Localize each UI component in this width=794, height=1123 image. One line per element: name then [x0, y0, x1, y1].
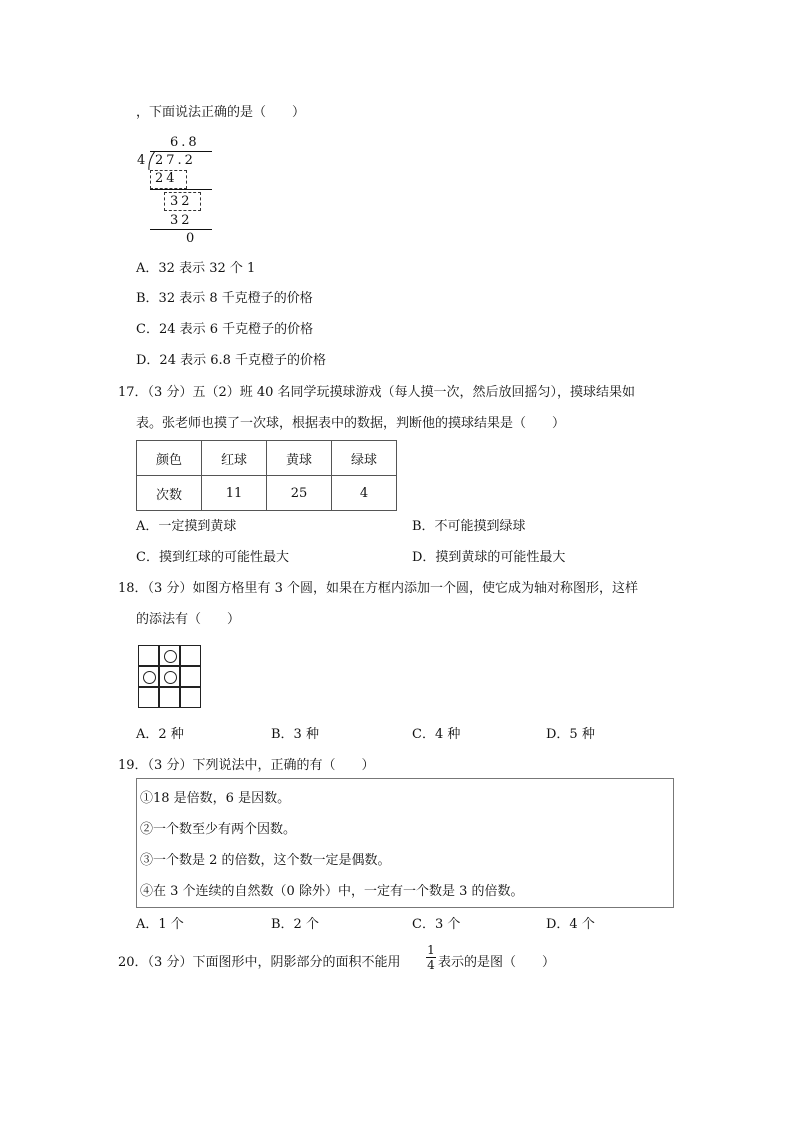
fraction-one-quarter — [426, 944, 436, 971]
q17-stem-line1: 17．（3 分）五（2）班 40 名同学玩摸球游戏（每人摸一次，然后放回摇匀），摸球结果如 — [118, 385, 636, 400]
grid-cell — [180, 666, 201, 687]
table-cell: 黄球 — [267, 441, 332, 476]
q17-option-d[interactable]: D．摸到黄球的可能性最大 — [412, 550, 566, 565]
division-divisor: 4 — [137, 153, 149, 168]
q17-stem-line2: 表。张老师也摸了一次球，根据表中的数据，判断他的摸球结果是（ ） — [136, 416, 566, 431]
q18-stem-line2: 的添法有（ ） — [136, 612, 241, 627]
long-division — [136, 132, 216, 247]
table-row-header — [137, 441, 397, 476]
grid-cell — [159, 645, 180, 666]
division-remainder: 0 — [186, 231, 198, 246]
division-dividend: 27.2 — [155, 153, 196, 168]
q18-option-d[interactable]: D．5 种 — [546, 727, 595, 742]
division-step1: 24 — [155, 171, 178, 186]
color-count-table — [136, 440, 397, 511]
grid-cell — [138, 666, 159, 687]
fraction-denominator: 4 — [427, 958, 435, 972]
grid-cell — [180, 687, 201, 708]
q19-option-b[interactable]: B．2 个 — [271, 917, 319, 932]
q19-option-a[interactable]: A．1 个 — [136, 917, 184, 932]
q17-option-c[interactable]: C．摸到红球的可能性最大 — [136, 550, 289, 565]
fraction-numerator: 1 — [427, 943, 435, 957]
q18-stem-line1: 18．（3 分）如图方格里有 3 个圆，如果在方框内添加一个圆，使它成为轴对称图形，这样 — [118, 581, 638, 596]
table-cell: 红球 — [202, 441, 267, 476]
division-step2: 32 — [170, 194, 193, 209]
statement-2: ②一个数至少有两个因数。 — [140, 822, 297, 837]
table-cell: 次数 — [137, 476, 202, 511]
grid-cell — [180, 645, 201, 666]
grid-cell — [138, 645, 159, 666]
division-step3: 32 — [170, 213, 193, 228]
statement-1: ①18 是倍数，6 是因数。 — [140, 791, 291, 806]
q19-option-c[interactable]: C．3 个 — [412, 917, 461, 932]
circle-icon — [164, 650, 177, 663]
statement-4: ④在 3 个连续的自然数（0 除外）中，一定有一个数是 3 的倍数。 — [140, 884, 524, 899]
division-line-2 — [150, 229, 212, 230]
grid-cell — [159, 687, 180, 708]
table-cell: 11 — [202, 476, 267, 511]
q18-option-c[interactable]: C．4 种 — [412, 727, 461, 742]
grid-cell — [138, 687, 159, 708]
q20-stem-after: 表示的是图（ ） — [438, 955, 556, 970]
table-cell: 绿球 — [332, 441, 397, 476]
q18-option-b[interactable]: B．3 种 — [271, 727, 319, 742]
division-quotient: 6.8 — [170, 135, 200, 150]
circle-grid — [138, 645, 201, 708]
q17-option-b[interactable]: B．不可能摸到绿球 — [412, 519, 526, 534]
division-line-1 — [150, 189, 212, 190]
q18-option-a[interactable]: A．2 种 — [136, 727, 184, 742]
division-bar — [150, 151, 212, 152]
q16-option-c[interactable]: C．24 表示 6 千克橙子的价格 — [136, 322, 314, 337]
grid-cell — [159, 666, 180, 687]
circle-icon — [143, 671, 156, 684]
q19-option-d[interactable]: D．4 个 — [546, 917, 595, 932]
q16-option-a[interactable]: A．32 表示 32 个 1 — [136, 261, 256, 276]
table-cell: 25 — [267, 476, 332, 511]
table-cell: 颜色 — [137, 441, 202, 476]
q16-option-b[interactable]: B．32 表示 8 千克橙子的价格 — [136, 291, 313, 306]
q20-stem-before: 20．（3 分）下面图形中，阴影部分的面积不能用 — [118, 955, 401, 970]
circle-icon — [164, 671, 177, 684]
q16-option-d[interactable]: D．24 表示 6.8 千克橙子的价格 — [136, 353, 327, 368]
table-cell: 4 — [332, 476, 397, 511]
q19-stem: 19．（3 分）下列说法中，正确的有（ ） — [118, 758, 375, 773]
q16-stem-tail: ，下面说法正确的是（ ） — [136, 105, 306, 120]
q17-option-a[interactable]: A．一定摸到黄球 — [136, 519, 237, 534]
statement-3: ③一个数是 2 的倍数，这个数一定是偶数。 — [140, 853, 391, 868]
table-row — [137, 476, 397, 511]
